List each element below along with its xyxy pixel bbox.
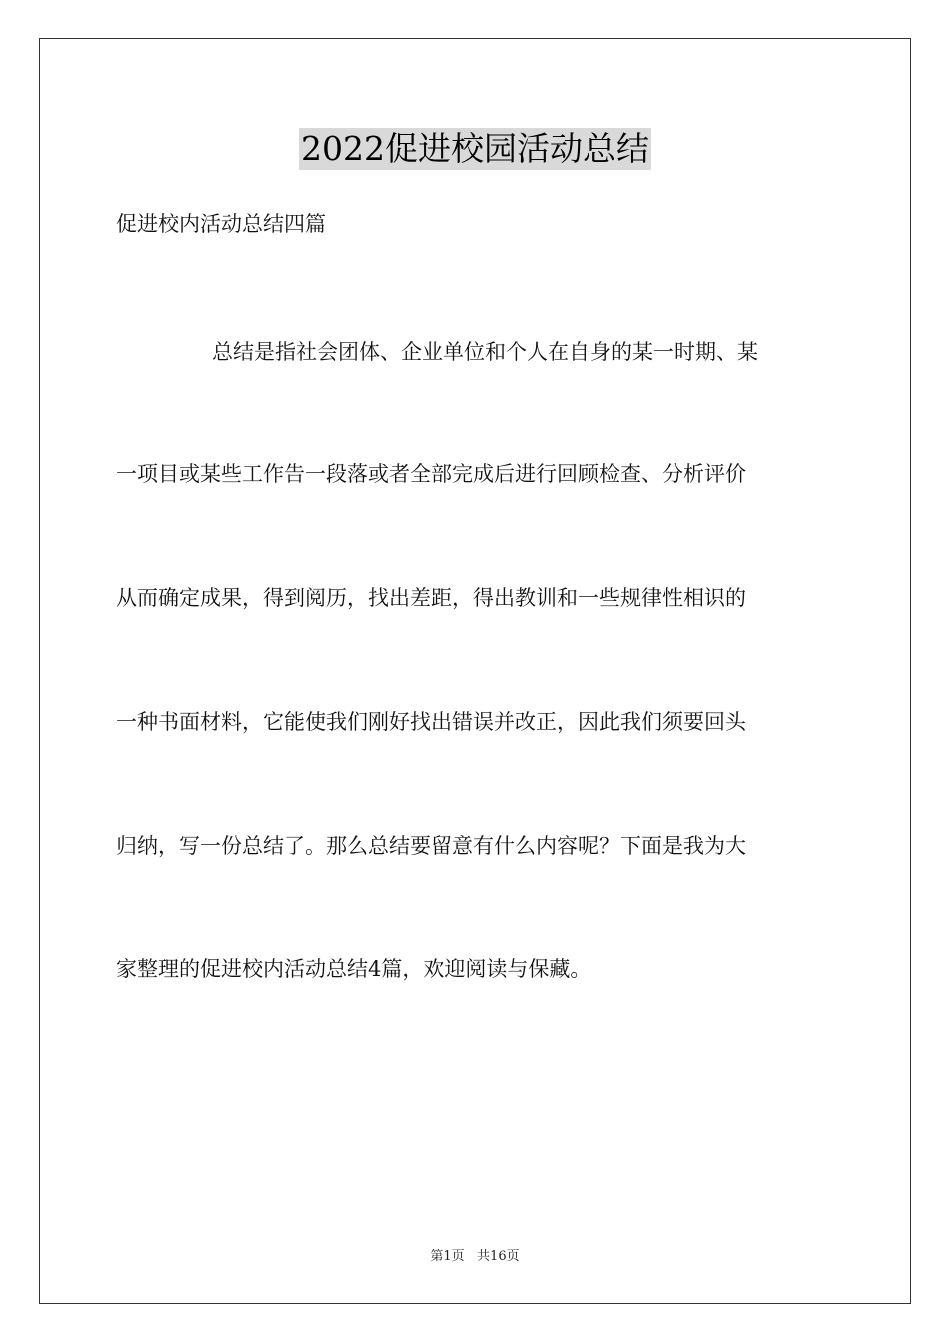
title-container: [0, 128, 950, 170]
paragraph-line: 一种书面材料，它能使我们刚好找出错误并改正，因此我们须要回头: [116, 710, 746, 734]
paragraph-line: 家整理的促进校内活动总结4篇，欢迎阅读与保藏。: [116, 957, 592, 981]
page-footer: 第1页 共16页: [430, 1249, 520, 1264]
document-subtitle: 促进校内活动总结四篇: [116, 212, 326, 236]
document-title: 2022促进校园活动总结: [301, 129, 649, 168]
paragraph-line: 一项目或某些工作告一段落或者全部完成后进行回顾检查、分析评价: [116, 462, 746, 486]
paragraph-line: 总结是指社会团体、企业单位和个人在自身的某一时期、某: [212, 340, 758, 364]
paragraph-line: 归纳，写一份总结了。那么总结要留意有什么内容呢？下面是我为大: [116, 834, 746, 858]
paragraph-line: 从而确定成果，得到阅历，找出差距，得出教训和一些规律性相识的: [116, 586, 746, 610]
